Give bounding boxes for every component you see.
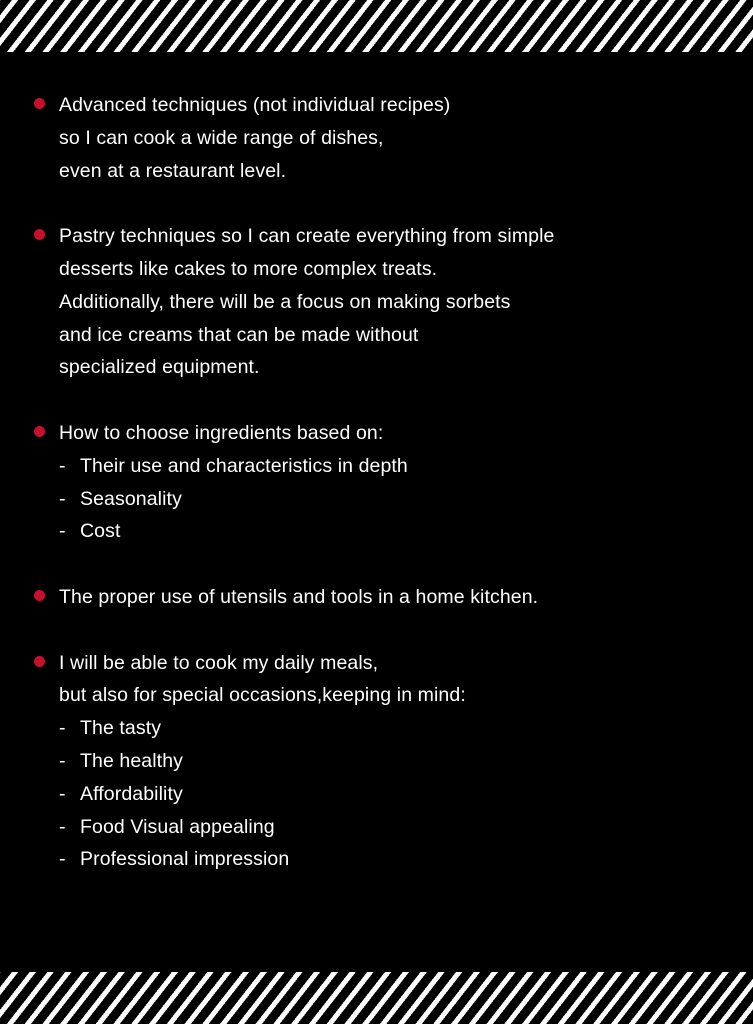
dash-marker: - <box>59 717 66 740</box>
bullet-line: even at a restaurant level. <box>59 159 287 182</box>
bullet-line: specialized equipment. <box>59 356 260 379</box>
bullet-list <box>34 89 734 909</box>
bullet-dot-icon <box>34 426 45 437</box>
bullet-line: I will be able to cook my daily meals, <box>59 651 379 674</box>
sub-item-label: Their use and characteristics in depth <box>80 454 408 477</box>
sub-item <box>59 811 734 844</box>
sub-item <box>59 483 734 516</box>
bullet-line: so I can cook a wide range of dishes, <box>59 126 384 149</box>
bullet-dot-icon <box>34 590 45 601</box>
bullet-line: How to choose ingredients based on: <box>59 421 384 444</box>
bullet-line: Additionally, there will be a focus on making sorbets <box>59 290 511 313</box>
bullet-line: Pastry techniques so I can create everything from simple <box>59 225 555 248</box>
bullet-line: Advanced techniques (not individual recipes) <box>59 94 451 116</box>
dash-marker: - <box>59 487 66 510</box>
bullet-line: The proper use of utensils and tools in a home kitchen. <box>59 585 539 608</box>
bullet-item-daily-meals <box>34 647 734 877</box>
bullet-line: desserts like cakes to more complex treats. <box>59 257 438 280</box>
bottom-stripe-band <box>0 972 753 1024</box>
sub-item-label: Cost <box>80 520 121 543</box>
sub-item <box>59 778 734 811</box>
sub-item-label: Affordability <box>80 782 183 805</box>
dash-marker: - <box>59 815 66 838</box>
dash-marker: - <box>59 749 66 772</box>
top-stripe-band <box>0 0 753 52</box>
sub-item <box>59 712 734 745</box>
bullet-dot-icon <box>34 656 45 667</box>
bullet-dot-icon <box>34 229 45 240</box>
bullet-item-techniques <box>34 89 734 187</box>
sub-item-label: The tasty <box>80 717 162 740</box>
bullet-line: but also for special occasions,keeping in mind: <box>59 684 466 707</box>
bullet-line: and ice creams that can be made without <box>59 323 419 346</box>
dash-marker: - <box>59 520 66 543</box>
bullet-dot-icon <box>34 98 45 109</box>
bullet-item-pastry <box>34 220 734 384</box>
dash-marker: - <box>59 454 66 477</box>
sub-item-label: Food Visual appealing <box>80 815 275 838</box>
sub-item <box>59 745 734 778</box>
bullet-item-utensils <box>34 581 734 614</box>
dash-marker: - <box>59 848 66 871</box>
sub-item <box>59 450 734 483</box>
bullet-item-ingredients <box>34 417 734 548</box>
dash-marker: - <box>59 782 66 805</box>
sub-item-label: Seasonality <box>80 487 182 510</box>
sub-item-label: Professional impression <box>80 848 290 871</box>
sub-item-label: The healthy <box>80 749 183 772</box>
sub-item <box>59 843 734 876</box>
sub-item <box>59 515 734 548</box>
